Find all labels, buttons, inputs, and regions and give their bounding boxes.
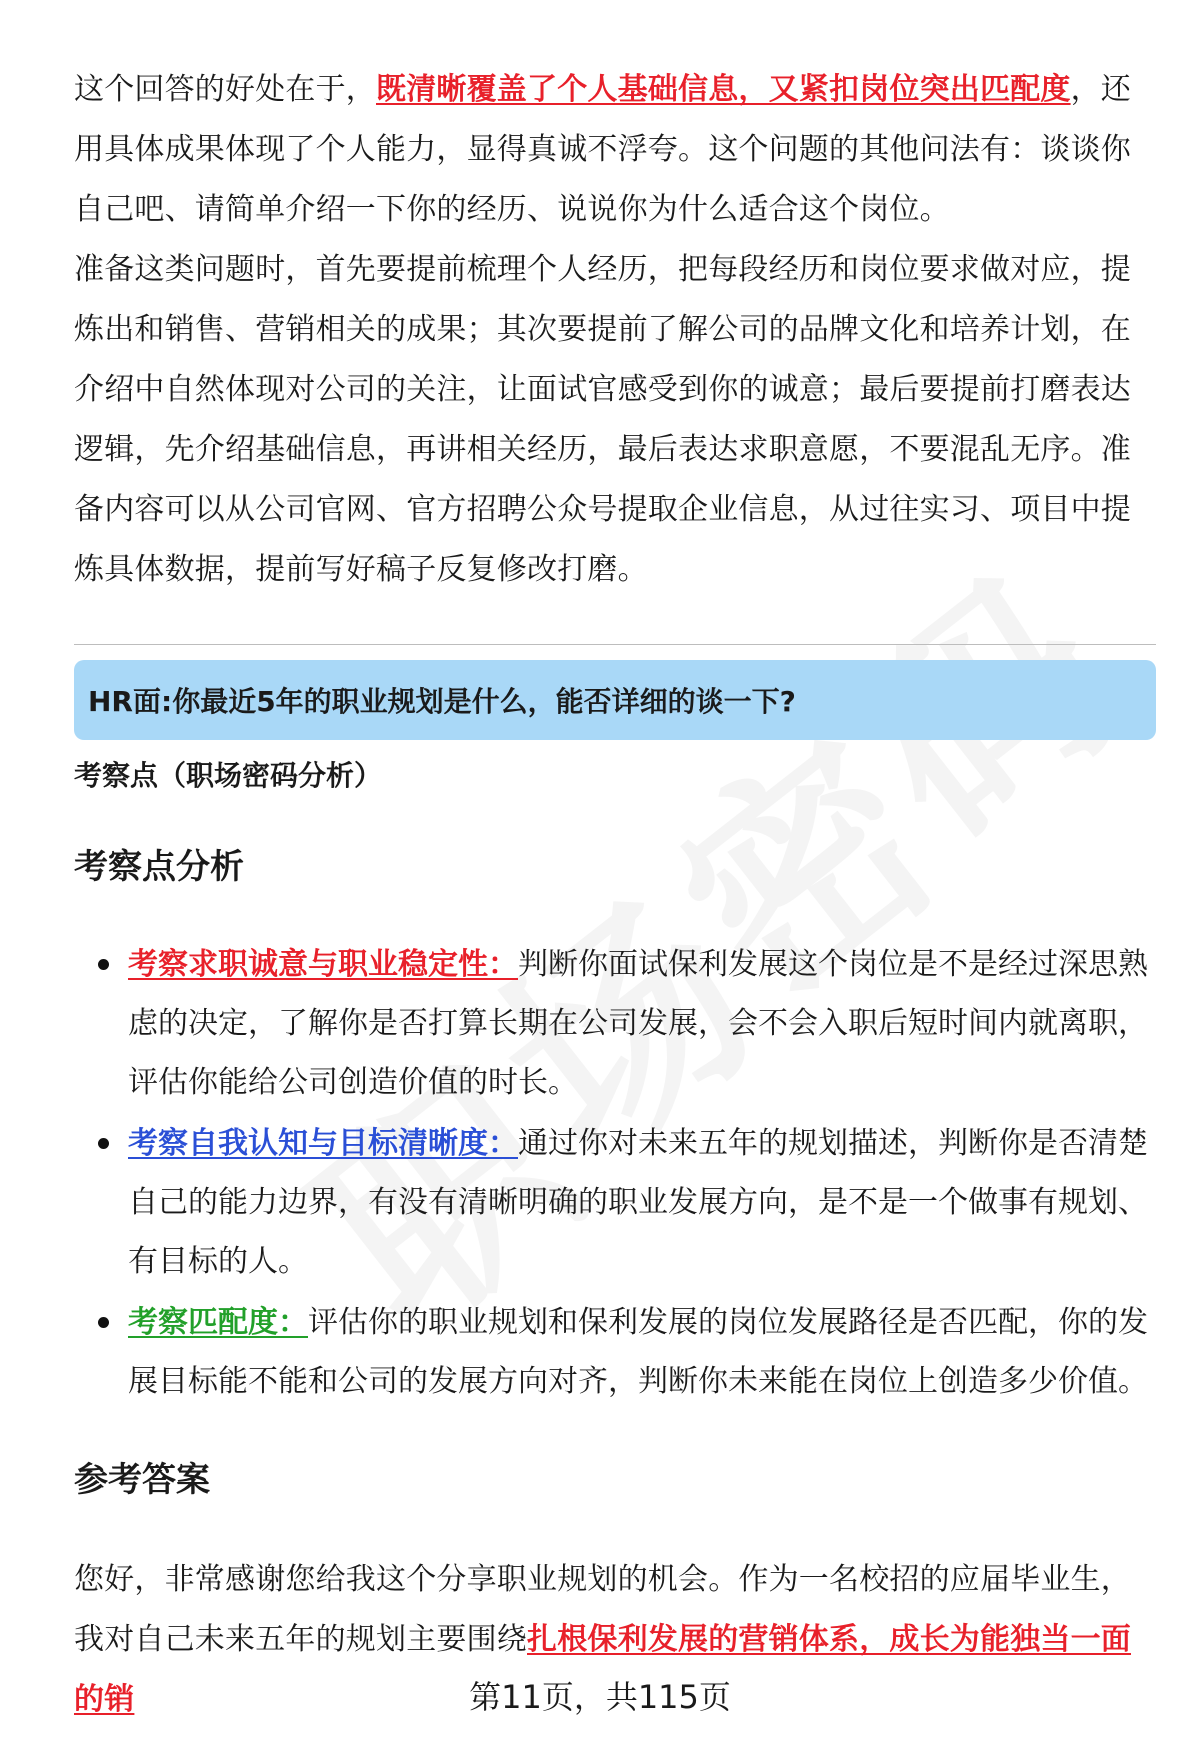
intro-text-a: 这个回答的好处在于，	[74, 72, 376, 107]
intro-highlight: 既清晰覆盖了个人基础信息，又紧扣岗位突出匹配度	[376, 72, 1071, 107]
analysis-item-text: 判断你面试保利发展这个岗位是不是经过深思熟虑的决定，了解你是否打算长期在公司发展，会不会入职后短时间内就离职，评估你能给公司创造价值的时长。	[128, 947, 1148, 1100]
question-box	[74, 660, 1156, 740]
analysis-item-text: 通过你对未来五年的规划描述，判断你是否清楚自己的能力边界，有没有清晰明确的职业发展方向，是不是一个做事有规划、有目标的人。	[128, 1126, 1148, 1279]
section-divider	[74, 644, 1156, 645]
analysis-item-fit	[74, 1293, 1156, 1411]
bullet-dot	[98, 1317, 109, 1328]
analysis-item-label: 考察自我认知与目标清晰度：	[128, 1126, 518, 1161]
bullet-dot	[98, 959, 109, 970]
intro-paragraph-2: 准备这类问题时，首先要提前梳理个人经历，把每段经历和岗位要求做对应，提炼出和销售、营销相关的成果；其次要提前了解公司的品牌文化和培养计划，在介绍中自然体现对公司的关注，让面试官感受到你的诚意；最后要提前打磨表达逻辑，先介绍基础信息，再讲相关经历，最后表达求职意愿，不要混乱无序。准备内容可以从公司官网、官方招聘公众号提取企业信息，从过往实习、项目中提炼具体数据，提前写好稿子反复修改打磨。	[74, 252, 1131, 587]
analysis-item-sincerity	[74, 935, 1156, 1112]
intro-section	[74, 60, 1156, 600]
page-number: 第11页，共115页	[469, 1678, 731, 1716]
analysis-item-text: 评估你的职业规划和保利发展的岗位发展路径是否匹配，你的发展目标能不能和公司的发展方向对齐，判断你未来能在岗位上创造多少价值。	[128, 1305, 1148, 1399]
analysis-item-label: 考察匹配度：	[128, 1305, 308, 1340]
assessment-subheading: 考察点（职场密码分析）	[74, 759, 383, 792]
analysis-item-label: 考察求职诚意与职业稳定性：	[128, 947, 518, 982]
answer-highlight: 扎根保利发展的营销体系，成长为能独当一面的销	[74, 1622, 1131, 1717]
analysis-title: 考察点分析	[74, 847, 244, 887]
bullet-dot	[98, 1138, 109, 1149]
answer-text: 您好，非常感谢您给我这个分享职业规划的机会。作为一名校招的应届毕业生，我对自己未来五年的规划主要围绕	[74, 1562, 1131, 1657]
intro-paragraph-1	[74, 60, 1156, 240]
analysis-list	[74, 935, 1156, 1413]
answer-title: 参考答案	[74, 1460, 210, 1500]
analysis-item-self-awareness	[74, 1114, 1156, 1291]
question-text: HR面:你最近5年的职业规划是什么，能否详细的谈一下?	[88, 685, 796, 718]
intro-text-b: ，还用具体成果体现了个人能力，显得真诚不浮夸。这个问题的其他问法有：谈谈你自己吧、请简单介绍一下你的经历、说说你为什么适合这个岗位。	[74, 72, 1132, 227]
